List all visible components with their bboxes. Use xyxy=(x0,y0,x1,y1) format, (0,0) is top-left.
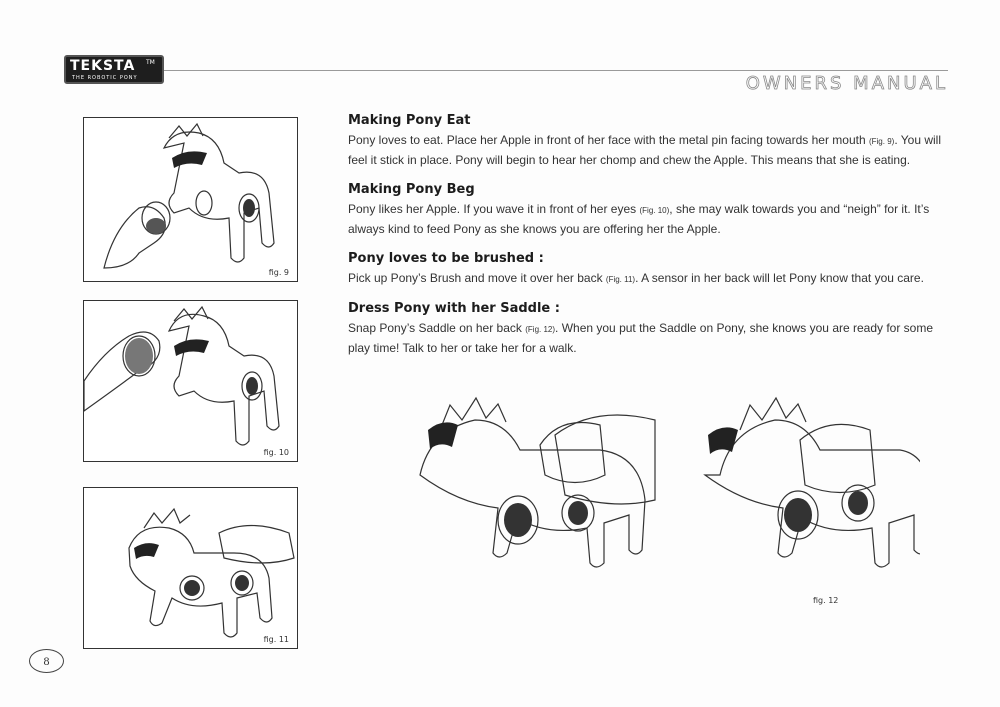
figure-10 xyxy=(83,300,298,462)
body-text: . You will feel it stick in place. Pony will begin to hear her chomp and chew the Apple. This means that she is eating. xyxy=(348,133,942,167)
instructions xyxy=(348,113,950,370)
figure-reference: (Fig. 12) xyxy=(525,325,556,334)
header-rule xyxy=(164,70,948,71)
figure-reference: (Fig. 9) xyxy=(868,137,895,146)
section-heading: Making Pony Eat xyxy=(348,113,471,128)
logo-tagline: THE ROBOTIC PONY xyxy=(72,75,138,81)
pony-saddle-illustration xyxy=(400,385,920,605)
pony-beg-illustration xyxy=(84,301,299,463)
section-pony-brushed xyxy=(348,251,950,289)
body-text: Pick up Pony’s Brush and move it over her back xyxy=(348,271,606,285)
section-heading: Dress Pony with her Saddle : xyxy=(348,301,560,316)
section-body xyxy=(348,131,950,170)
body-text: , she may walk towards you and “neigh” for it. It’s always kind to feed Pony as she knows you are offering her the Apple. xyxy=(348,202,930,236)
section-heading: Making Pony Beg xyxy=(348,182,475,197)
page-number: 8 xyxy=(29,649,64,673)
section-heading: Pony loves to be brushed : xyxy=(348,251,544,266)
figure-11-caption: fig. 11 xyxy=(263,635,289,644)
logo-brand: TEKSTA xyxy=(70,58,136,74)
body-text: . When you put the Saddle on Pony, she knows you are ready for some play time! Talk to her or take her for a walk. xyxy=(348,321,934,355)
teksta-logo xyxy=(64,55,164,84)
figure-12-caption: fig. 12 xyxy=(813,596,839,605)
section-making-pony-eat xyxy=(348,113,950,170)
section-dress-pony-saddle xyxy=(348,301,950,358)
figure-reference: (Fig. 10) xyxy=(639,206,670,215)
figure-9 xyxy=(83,117,298,282)
body-text: Pony loves to eat. Place her Apple in front of her face with the metal pin facing towards her mouth xyxy=(348,133,869,147)
section-body xyxy=(348,319,950,358)
body-text: . A sensor in her back will let Pony know that you care. xyxy=(635,271,924,285)
logo-trademark: TM xyxy=(146,59,155,66)
figure-11 xyxy=(83,487,298,649)
figure-9-caption: fig. 9 xyxy=(268,268,289,277)
pony-eat-illustration xyxy=(84,118,299,283)
pony-brush-illustration xyxy=(84,488,299,650)
figure-reference: (Fig. 11) xyxy=(605,275,636,284)
body-text: Snap Pony’s Saddle on her back xyxy=(348,321,526,335)
section-body xyxy=(348,269,950,289)
section-body xyxy=(348,200,950,239)
figure-10-caption: fig. 10 xyxy=(263,448,289,457)
figure-12 xyxy=(400,385,920,605)
section-making-pony-beg xyxy=(348,182,950,239)
manual-title: OWNERS MANUAL xyxy=(745,73,948,94)
body-text: Pony likes her Apple. If you wave it in front of her eyes xyxy=(348,202,640,216)
